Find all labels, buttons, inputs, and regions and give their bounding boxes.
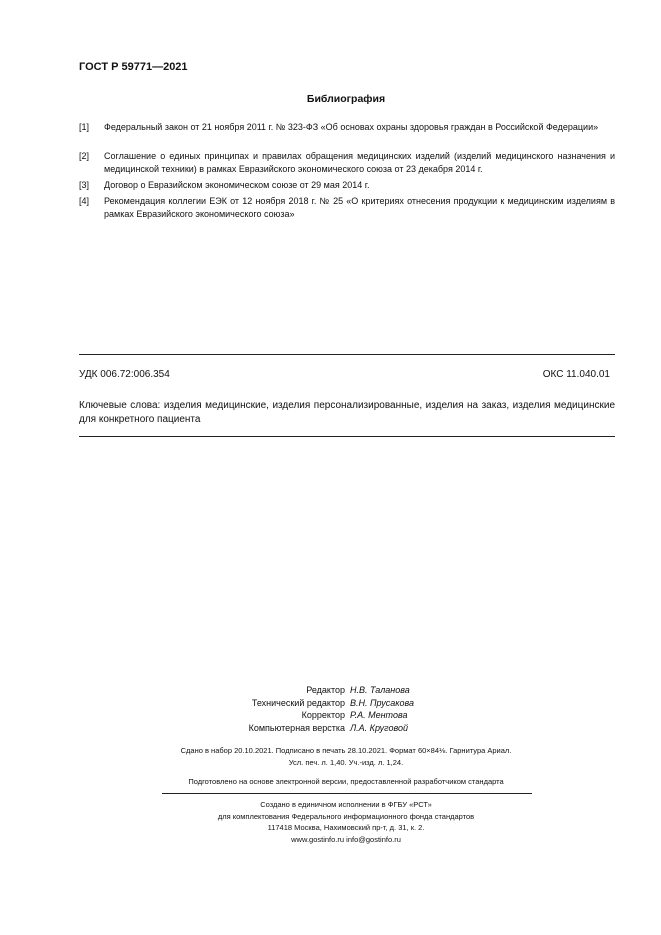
editor-name: В.Н. Прусакова (350, 697, 414, 708)
keywords: Ключевые слова: изделия медицинские, изделия персонализированные, изделия на заказ, изделия медицинские для конкретного пациента (79, 400, 615, 425)
bibliography-item-number: [3] (79, 180, 90, 190)
bibliography-item-text: Рекомендация коллегии ЕЭК от 12 ноября 2018 г. № 25 «О критериях отнесения продукции к медицинским изделиям в рамках Евразийского экономического союза» (104, 196, 615, 219)
editors-list (0, 684, 661, 734)
editor-row (0, 722, 661, 735)
divider (79, 436, 615, 437)
bibliography-item-text: Соглашение о единых принципах и правилах обращения медицинских изделий (изделий медицинского назначения и медицинской техники) в рамках Евразийского экономического союза от 23 декабря 2014 г. (104, 151, 615, 174)
udk-code: УДК 006.72:006.354 (79, 369, 170, 380)
editor-role: Технический редактор (251, 697, 345, 708)
bibliography-item-number: [4] (79, 196, 90, 206)
publication-info-line: Усл. печ. л. 1,40. Уч.-изд. л. 1,24. (288, 758, 404, 767)
publisher-info (0, 799, 661, 845)
publisher-line: для комплектования Федерального информационного фонда стандартов (217, 811, 475, 821)
editor-name: Р.А. Ментова (350, 710, 408, 720)
divider (162, 793, 532, 794)
editor-role: Редактор (306, 685, 345, 695)
publisher-line: 117418 Москва, Нахимовский пр-т, д. 31, к. 2. (267, 823, 425, 832)
prepared-note: Подготовлено на основе электронной версии, предоставленной разработчиком стандарта (188, 777, 504, 786)
bibliography-item (79, 150, 615, 175)
editor-name: Н.В. Таланова (350, 685, 410, 695)
bibliography-item-text: Договор о Евразийском экономическом союзе от 29 мая 2014 г. (104, 180, 370, 190)
editor-name: Л.А. Круговой (350, 722, 409, 733)
bibliography-item-number: [1] (79, 122, 90, 132)
bibliography-item-number: [2] (79, 151, 90, 161)
editor-row (0, 697, 661, 710)
standard-number: ГОСТ Р 59771—2021 (79, 61, 188, 73)
publisher-line: Создано в единичном исполнении в ФГБУ «РСТ» (260, 800, 432, 809)
bibliography-item (79, 121, 615, 134)
bibliography-item (79, 179, 615, 192)
publication-info (0, 745, 661, 769)
divider (79, 354, 615, 355)
editor-role: Компьютерная верстка (248, 722, 345, 733)
oks-code: ОКС 11.040.01 (542, 369, 610, 380)
editor-row (0, 709, 661, 722)
publication-info-line: Сдано в набор 20.10.2021. Подписано в печать 28.10.2021. Формат 60×84⅛. Гарнитура Ариал. (180, 746, 512, 755)
bibliography-item-text: Федеральный закон от 21 ноября 2011 г. № 323-ФЗ «Об основах охраны здоровья граждан в Российской Федерации» (104, 122, 599, 132)
bibliography-title: Библиография (306, 93, 386, 105)
editor-role: Корректор (301, 710, 345, 720)
publisher-contacts: www.gostinfo.ru info@gostinfo.ru (291, 834, 401, 844)
editor-row (0, 684, 661, 697)
bibliography-item (79, 195, 615, 220)
